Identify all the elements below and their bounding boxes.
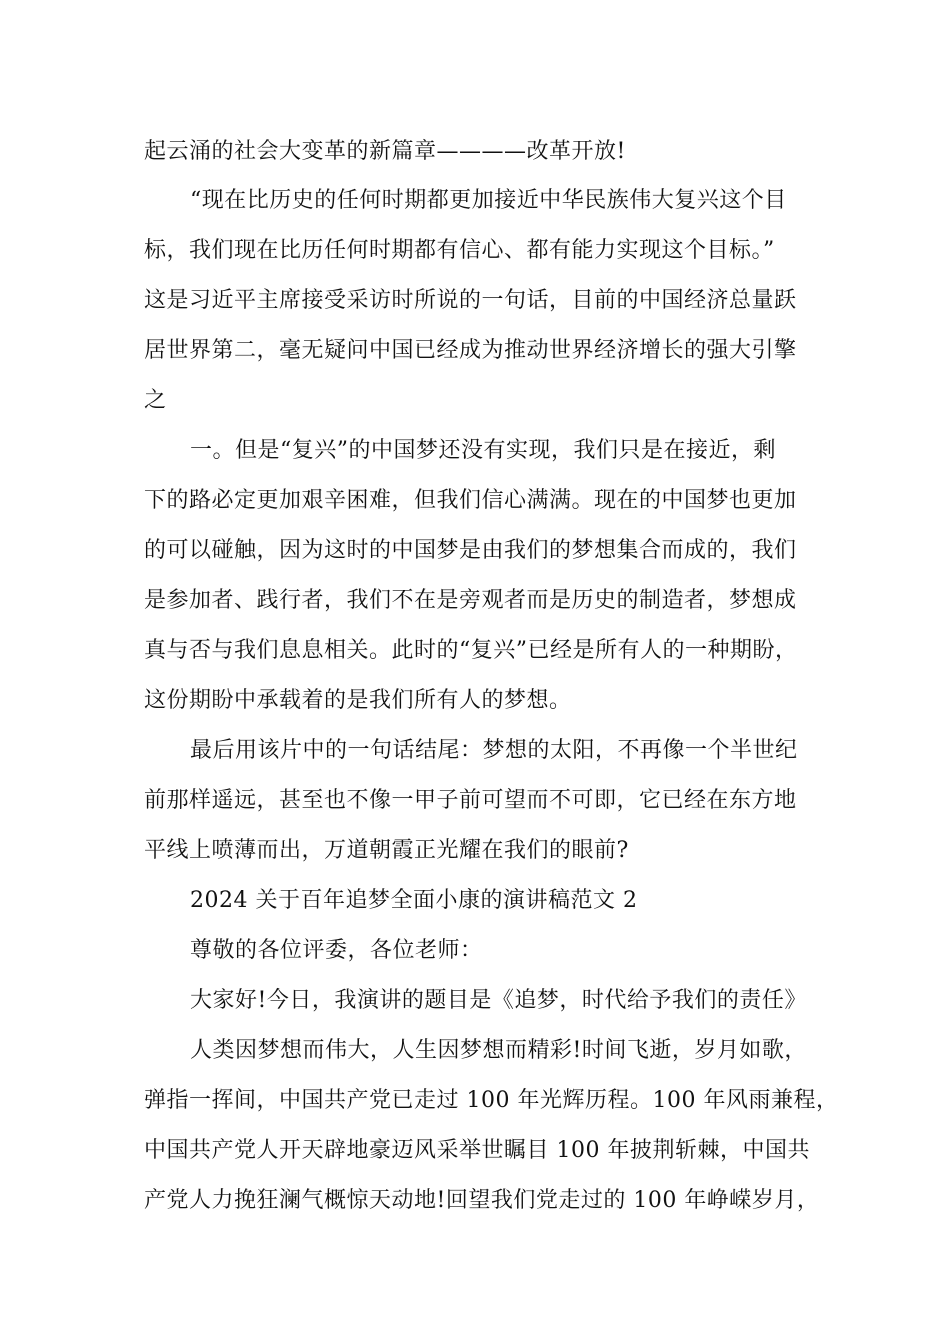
text-line: 起云涌的社会大变革的新篇章————改革开放! [144,139,626,164]
salutation: 尊敬的各位评委，各位老师： [190,938,483,963]
section-heading: 2024 关于百年追梦全面小康的演讲稿范文 2 [190,888,638,913]
text-line: 下的路必定更加艰辛困难，但我们信心满满。现在的中国梦也更加 [144,488,797,513]
text-line: 标，我们现在比历任何时期都有信心、都有能力实现这个目标。” [144,238,775,263]
text-line: “现在比历史的任何时期都更加接近中华民族伟大复兴这个目 [190,188,787,213]
text-line: 最后用该片中的一句话结尾：梦想的太阳，不再像一个半世纪 [190,738,798,763]
text-line: 之 [144,388,167,413]
text-line: 真与否与我们息息相关。此时的“复兴”已经是所有人的一种期盼， [144,638,798,663]
text-line: 大家好!今日，我演讲的题目是《追梦，时代给予我们的责任》 [190,988,807,1013]
text-line: 弹指一挥间，中国共产党已走过 100 年光辉历程。100 年风雨兼程， [144,1088,839,1113]
text-line: 产党人力挽狂澜气概惊天动地!回望我们党走过的 100 年峥嵘岁月， [144,1188,820,1213]
text-line: 一。但是“复兴”的中国梦还没有实现，我们只是在接近，剩 [190,438,776,463]
text-line: 中国共产党人开天辟地豪迈风采举世瞩目 100 年披荆斩棘，中国共 [144,1138,810,1163]
text-line: 平线上喷薄而出，万道朝霞正光耀在我们的眼前? [144,838,629,863]
text-line: 人类因梦想而伟大，人生因梦想而精彩!时间飞逝，岁月如歌， [190,1038,807,1063]
text-line: 的可以碰触，因为这时的中国梦是由我们的梦想集合而成的，我们 [144,538,797,563]
text-line: 居世界第二，毫无疑问中国已经成为推动世界经济增长的强大引擎 [144,338,797,363]
text-line: 这份期盼中承载着的是我们所有人的梦想。 [144,688,572,713]
text-line: 是参加者、践行者，我们不在是旁观者而是历史的制造者，梦想成 [144,588,797,613]
text-line: 这是习近平主席接受采访时所说的一句话，目前的中国经济总量跃 [144,288,797,313]
text-line: 前那样遥远，甚至也不像一甲子前可望而不可即，它已经在东方地 [144,788,797,813]
